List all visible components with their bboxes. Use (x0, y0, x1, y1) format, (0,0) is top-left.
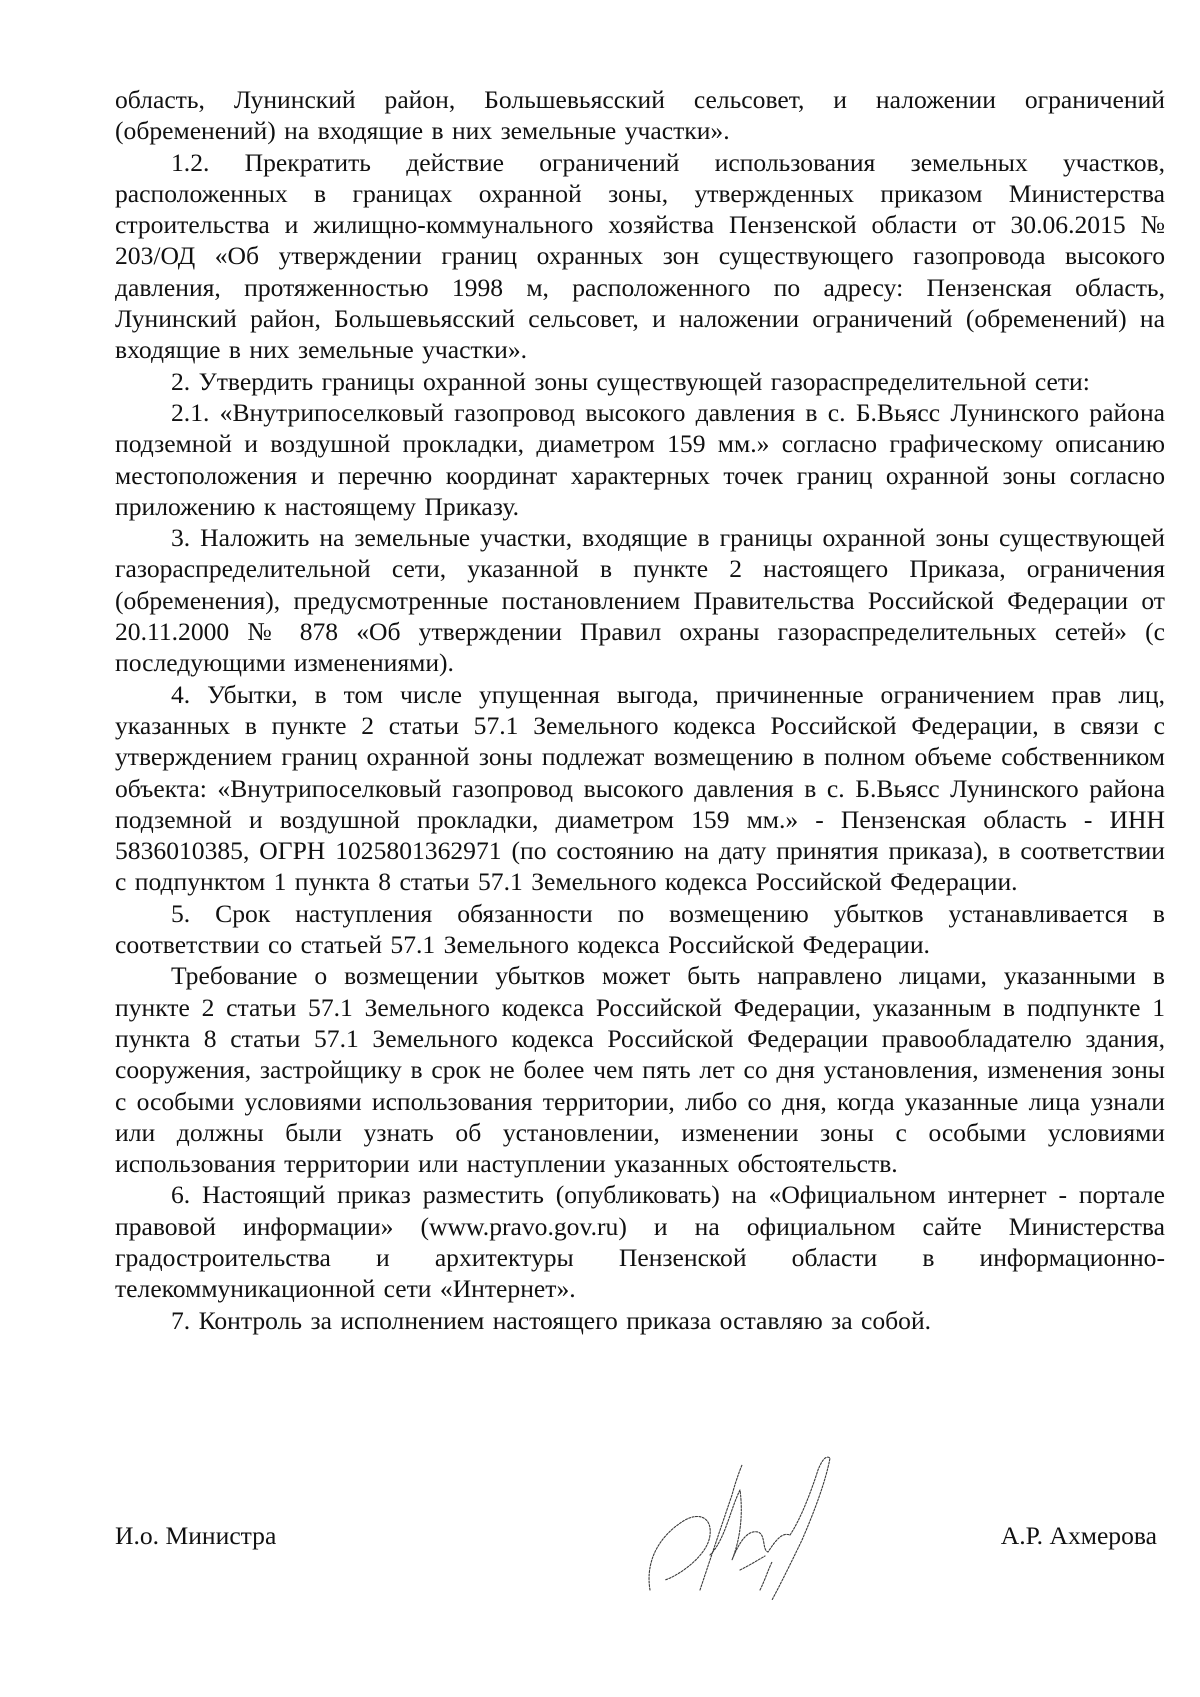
paragraph-5-requirement: Требование о возмещении убытков может быть направлено лицами, указанными в пункте 2 статьи 57.1 Земельного кодекса Российской Федерации, указанным в подпункте 1 пункта 8 статьи 57.1 Земельного кодекса Российской Федерации правообладателю здания, сооружения, застройщику в срок не более чем пять лет со дня установления, изменения зоны с особыми условиями использования территории, либо со дня, когда указанные лица узнали или должны были узнать об установлении, изменении зоны с особыми условиями использования территории или наступлении указанных обстоятельств. (115, 961, 1165, 1179)
paragraph-2-1: 2.1. «Внутрипоселковый газопровод высокого давления в с. Б.Вьясс Лунинского района подземной и воздушной прокладки, диаметром 159 мм.» согласно графическому описанию местоположения и перечню координат характерных точек границ охранной зоны согласно приложению к настоящему Приказу. (115, 397, 1165, 521)
paragraph-4: 4. Убытки, в том числе упущенная выгода, причиненные ограничением прав лиц, указанных в пункте 2 статьи 57.1 Земельного кодекса Российской Федерации, в связи с утверждением границ охранной зоны подлежат возмещению в полном объеме собственником объекта: «Внутрипоселковый газопровод высокого давления в с. Б.Вьясс Лунинского района подземной и воздушной прокладки, диаметром 159 мм.» - Пензенская область - ИНН 5836010385, ОГРН 1025801362971 (по состоянию на дату принятия приказа), в соответствии с подпунктом 1 пункта 8 статьи 57.1 Земельного кодекса Российской Федерации. (115, 679, 1165, 897)
paragraph-5: 5. Срок наступления обязанности по возмещению убытков устанавливается в соответствии со статьей 57.1 Земельного кодекса Российской Федерации. (115, 898, 1165, 960)
signer-name: А.Р. Ахмерова (1000, 1521, 1157, 1550)
handwritten-signature (640, 1440, 840, 1610)
paragraph-1-2: 1.2. Прекратить действие ограничений использования земельных участков, расположенных в границах охранной зоны, утвержденных приказом Министерства строительства и жилищно-коммунального хозяйства Пензенской области от 30.06.2015 № 203/ОД «Об утверждении границ охранных зон существующего газопровода высокого давления, протяженностью 1998 м, расположенного по адресу: Пензенская область, Лунинский район, Большевьясский сельсовет, и наложении ограничений (обременений) на входящие в них земельные участки». (115, 147, 1165, 365)
signer-position: И.о. Министра (115, 1521, 277, 1550)
paragraph-7: 7. Контроль за исполнением настоящего приказа оставляю за собой. (171, 1305, 932, 1335)
paragraph-continuation: область, Лунинский район, Большевьясский сельсовет, и наложении ограничений (обременений) на входящие в них земельные участки». (115, 85, 1165, 146)
paragraph-2: 2. Утвердить границы охранной зоны существующей газораспределительной сети: (171, 366, 1090, 396)
document-body (115, 84, 1165, 1336)
paragraph-3: 3. Наложить на земельные участки, входящие в границы охранной зоны существующей газораспределительной сети, указанной в пункте 2 настоящего Приказа, ограничения (обременения), предусмотренные постановлением Правительства Российской Федерации от 20.11.2000 № 878 «Об утверждении Правил охраны газораспределительных сетей» (с последующими изменениями). (115, 523, 1165, 678)
paragraph-6: 6. Настоящий приказ разместить (опубликовать) на «Официальном интернет - портале правовой информации» (www.pravo.gov.ru) и на официальном сайте Министерства градостроительства и архитектуры Пензенской области в информационно-телекоммуникационной сети «Интернет». (115, 1180, 1165, 1304)
